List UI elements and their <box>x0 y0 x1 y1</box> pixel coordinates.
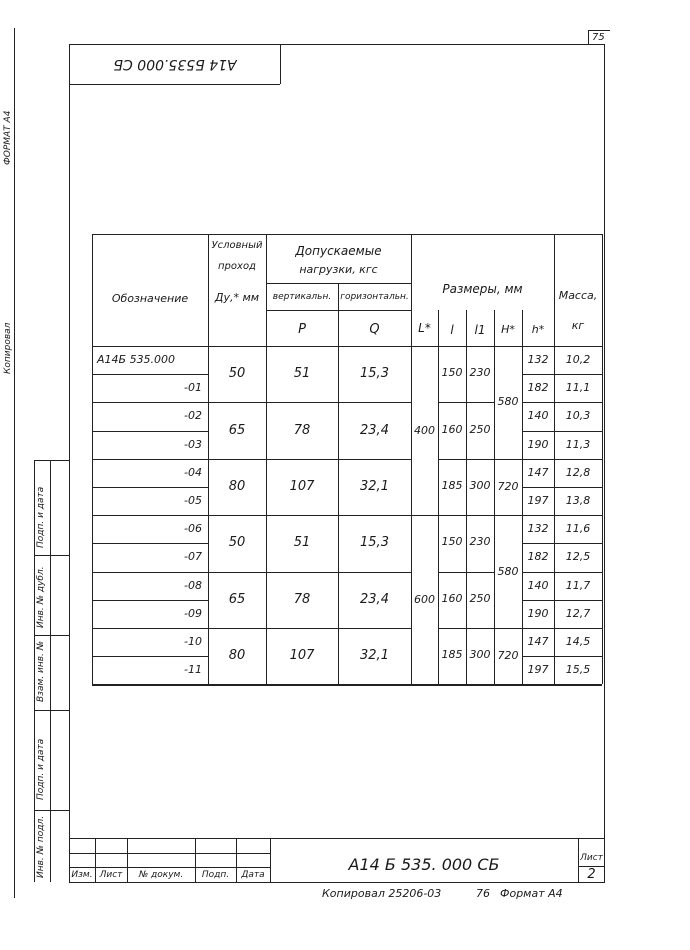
header-horizontal: горизонтальн. <box>340 292 409 302</box>
header-mass-1: Масса, <box>558 289 598 302</box>
mass-h-cell: 190 <box>527 606 549 620</box>
q-cell: 15,3 <box>360 535 389 551</box>
mass-cell: 12,8 <box>565 465 591 479</box>
row-line-mass <box>522 543 602 544</box>
l-cell: 185 <box>441 648 463 662</box>
header-designation: Обозначение <box>111 292 189 305</box>
side-stamp-h-2 <box>34 555 70 556</box>
title-block-designation: А14 Б 535. 000 СБ <box>348 855 500 874</box>
group-line-dims <box>438 515 494 516</box>
row-line-mass <box>522 459 602 460</box>
H-cell: 580 <box>497 564 519 578</box>
mass-h-cell: 182 <box>527 550 549 564</box>
header-dimensions: Размеры, мм <box>442 282 523 296</box>
row-line-mass <box>522 515 602 516</box>
designation-cell: -01 <box>184 381 202 395</box>
header-nominal-bore-1: Условный <box>211 240 263 251</box>
l-cell: 160 <box>441 591 463 605</box>
row-line-designation <box>92 572 208 573</box>
designation-cell: -10 <box>184 635 202 648</box>
H-cell: 720 <box>497 649 519 663</box>
mass-cell: 11,1 <box>565 381 591 395</box>
corner-designation: А14 Б535.000 СБ <box>113 56 237 72</box>
l1-cell: 300 <box>469 648 491 662</box>
mass-h-cell: 140 <box>527 409 549 423</box>
mass-cell: 11,7 <box>565 578 591 592</box>
L-cell: 600 <box>414 592 435 606</box>
row-line-designation <box>92 431 208 432</box>
side-stamp-inv-dubl: Инв. № дубл. <box>36 566 46 628</box>
side-stamp-line-1 <box>34 460 35 882</box>
footer-number: 76 <box>476 887 490 900</box>
row-line-designation <box>92 543 208 544</box>
frame-right-line <box>604 44 605 882</box>
designation-cell: А14Б 535.000 <box>97 353 176 366</box>
page-number-box-left <box>588 30 589 44</box>
p-cell: 78 <box>293 591 311 607</box>
group-line-dims <box>438 459 494 460</box>
group-line <box>208 628 411 629</box>
designation-cell: -07 <box>184 550 202 564</box>
mass-h-cell: 132 <box>527 353 549 366</box>
header-vertical: вертикальн. <box>272 292 332 302</box>
title-col-podp: Подп. <box>201 870 230 880</box>
title-block-row-1 <box>69 853 270 854</box>
title-col-doc: № докум. <box>138 870 184 880</box>
row-line-mass <box>522 431 602 432</box>
group-line <box>208 402 411 403</box>
mass-cell: 12,5 <box>565 550 591 564</box>
header-bottom-line <box>92 346 602 347</box>
side-stamp-podp-data-2: Подп. и дата <box>36 486 46 548</box>
row-line-designation <box>92 374 208 375</box>
H-cell: 580 <box>497 395 519 409</box>
side-stamp-podp-data-1: Подп. и дата <box>36 738 46 800</box>
designation-cell: -08 <box>184 578 202 592</box>
mass-h-cell: 182 <box>527 381 549 395</box>
header-l: l <box>450 323 454 337</box>
group-line-dims <box>438 402 494 403</box>
designation-cell: -06 <box>184 522 202 536</box>
group-line-dims <box>438 572 494 573</box>
dy-cell: 50 <box>228 535 246 551</box>
row-line-mass <box>522 600 602 601</box>
header-l1: l1 <box>474 323 486 337</box>
side-stamp-vzam-inv: Взам. инв. № <box>36 640 46 702</box>
footer-format: Формат А4 <box>500 887 563 900</box>
group-line <box>208 459 411 460</box>
block-line <box>411 515 438 516</box>
designation-cell: -05 <box>184 494 202 507</box>
p-cell: 51 <box>293 366 311 382</box>
frame-bottom-line <box>69 882 605 883</box>
row-line-designation <box>92 628 208 629</box>
row-line-mass <box>522 402 602 403</box>
frame-top-line <box>69 44 605 45</box>
row-line-designation <box>92 656 208 657</box>
mass-h-cell: 147 <box>527 635 549 648</box>
sheet-label: Лист <box>580 853 603 863</box>
q-cell: 32,1 <box>360 648 389 664</box>
l1-cell: 250 <box>469 422 491 436</box>
mass-cell: 14,5 <box>565 635 591 648</box>
l1-cell: 230 <box>469 366 491 380</box>
l1-cell: 230 <box>469 535 491 549</box>
mass-cell: 13,8 <box>565 494 591 507</box>
page-number: 75 <box>592 32 605 43</box>
l-cell: 150 <box>441 366 463 380</box>
dy-cell: 80 <box>228 648 246 664</box>
header-nominal-bore-3: Ду,* мм <box>214 291 260 304</box>
copied-side-label: Копировал <box>3 322 13 374</box>
dy-cell: 65 <box>228 422 246 438</box>
dy-cell: 50 <box>228 366 246 382</box>
p-cell: 78 <box>293 422 311 438</box>
designation-cell: -04 <box>184 465 202 479</box>
table-bottom-line <box>92 684 602 686</box>
l-cell: 185 <box>441 479 463 492</box>
side-stamp-h-5 <box>34 810 70 811</box>
mass-h-cell: 132 <box>527 522 549 536</box>
mass-h-cell: 197 <box>527 663 549 677</box>
mass-h-cell: 140 <box>527 578 549 592</box>
far-left-edge-line <box>14 28 15 898</box>
mass-cell: 10,2 <box>565 353 591 366</box>
q-cell: 23,4 <box>360 422 389 438</box>
row-line-mass <box>522 628 602 629</box>
side-stamp-h-4 <box>34 710 70 711</box>
title-col-list: Лист <box>99 870 123 880</box>
footer-copied: Копировал 25206-03 <box>322 887 442 900</box>
mass-cell: 11,6 <box>565 522 591 536</box>
H-line <box>494 515 522 516</box>
header-H: H* <box>501 323 515 336</box>
p-cell: 107 <box>289 648 315 664</box>
L-cell: 400 <box>414 423 435 437</box>
q-cell: 23,4 <box>360 591 389 607</box>
mass-cell: 12,7 <box>565 606 591 620</box>
designation-cell: -11 <box>184 663 202 677</box>
dy-cell: 65 <box>228 591 246 607</box>
row-line-mass <box>522 656 602 657</box>
col-line-q <box>411 234 412 684</box>
side-stamp-line-2 <box>50 460 51 882</box>
mass-cell: 15,5 <box>565 663 591 677</box>
side-stamp-h-3 <box>34 635 70 636</box>
designation-cell: -09 <box>184 606 202 620</box>
header-h: h* <box>531 323 545 336</box>
corner-box-right <box>280 44 281 84</box>
mass-cell: 10,3 <box>565 409 591 423</box>
side-stamp-inv-podl: Инв. № подл. <box>36 815 46 878</box>
title-col-izm: Изм. <box>71 870 93 880</box>
p-cell: 107 <box>289 479 315 494</box>
l1-cell: 300 <box>469 479 491 492</box>
header-L: L* <box>418 321 431 335</box>
page-number-box-top <box>588 30 610 31</box>
row-line-mass <box>522 374 602 375</box>
mass-h-cell: 197 <box>527 494 549 507</box>
group-line <box>208 572 411 573</box>
side-stamp-h-1 <box>34 460 70 461</box>
p-cell: 51 <box>293 535 311 551</box>
row-line-mass <box>522 487 602 488</box>
row-line-designation <box>92 600 208 601</box>
header-loads-2: нагрузки, кгс <box>299 263 378 276</box>
row-line-mass <box>522 572 602 573</box>
group-line-dims <box>438 628 494 629</box>
header-mass-2: кг <box>571 319 585 332</box>
l-cell: 160 <box>441 422 463 436</box>
designation-cell: -02 <box>184 409 202 423</box>
sheet-number: 2 <box>587 867 596 882</box>
group-line <box>208 515 411 516</box>
header-nominal-bore-2: проход <box>218 261 256 272</box>
q-cell: 32,1 <box>360 479 389 494</box>
mass-h-cell: 190 <box>527 437 549 451</box>
H-line <box>494 628 522 629</box>
l1-cell: 250 <box>469 591 491 605</box>
mass-cell: 11,3 <box>565 437 591 451</box>
H-cell: 720 <box>497 480 519 493</box>
row-line-designation <box>92 515 208 516</box>
header-loads-1: Допускаемые <box>295 244 382 258</box>
title-col-data: Дата <box>241 870 265 880</box>
row-line-designation <box>92 402 208 403</box>
q-cell: 15,3 <box>360 366 389 382</box>
header-P: P <box>298 322 306 337</box>
frame-left-line <box>69 44 70 882</box>
designation-cell: -03 <box>184 437 202 451</box>
mass-h-cell: 147 <box>527 465 549 479</box>
table-right-line <box>602 234 603 684</box>
dy-cell: 80 <box>228 479 246 494</box>
format-side-label: ФОРМАТ А4 <box>3 110 13 165</box>
title-block-top-line <box>69 838 605 839</box>
corner-box-bottom <box>69 84 280 85</box>
title-block-row-2 <box>69 867 270 868</box>
row-line-designation <box>92 459 208 460</box>
table-top-line <box>92 234 602 235</box>
H-line <box>494 459 522 460</box>
row-line-designation <box>92 487 208 488</box>
header-Q: Q <box>369 322 380 337</box>
l-cell: 150 <box>441 535 463 549</box>
